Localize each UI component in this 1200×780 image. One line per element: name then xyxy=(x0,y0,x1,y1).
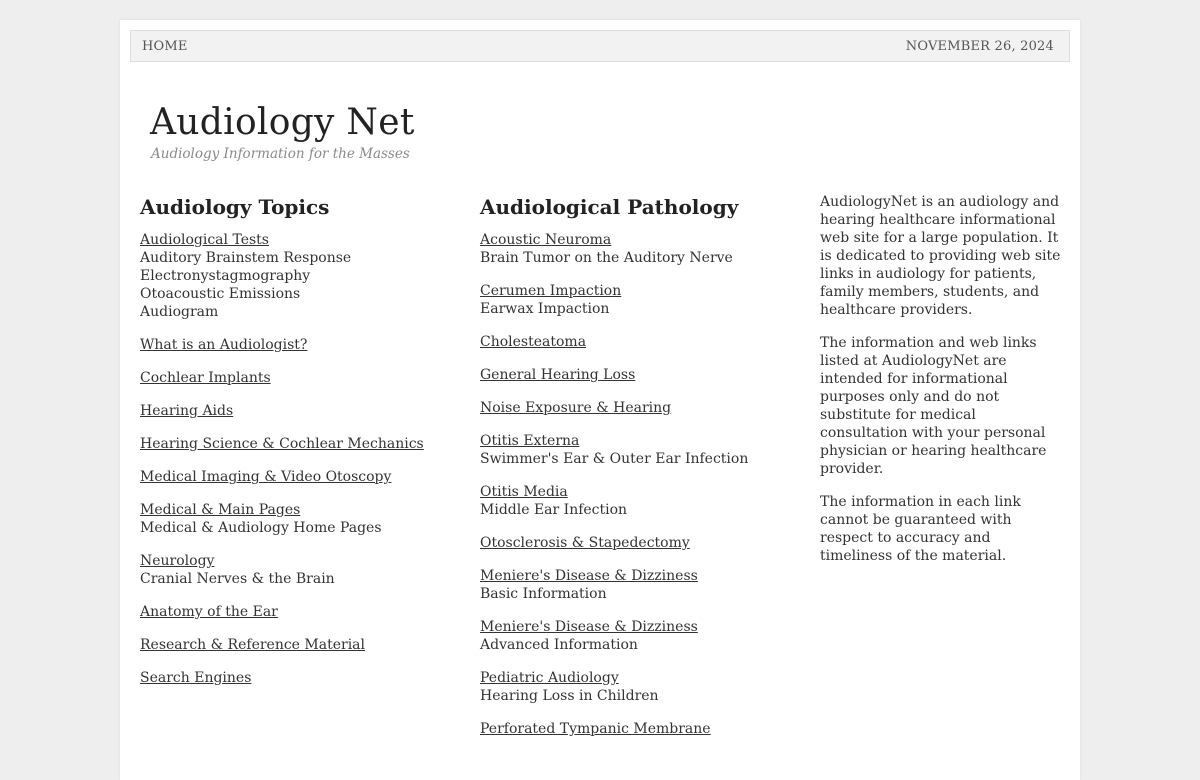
topic-link[interactable]: Meniere's Disease & Dizziness xyxy=(480,619,698,635)
topic-link[interactable]: Anatomy of the Ear xyxy=(140,604,278,620)
topic-subtitle: Auditory Brainstem Response xyxy=(140,250,352,266)
link-group xyxy=(480,720,800,738)
link-group xyxy=(480,282,800,318)
topic-link[interactable]: Cochlear Implants xyxy=(140,370,271,386)
link-group xyxy=(480,432,800,468)
about-column xyxy=(820,193,1065,580)
link-group xyxy=(140,669,460,687)
topic-link[interactable]: General Hearing Loss xyxy=(480,367,636,383)
accuracy-paragraph: The information in each link cannot be guaranteed with respect to accuracy and timeliness of the material. xyxy=(820,494,1021,564)
link-group xyxy=(140,636,460,654)
topic-link[interactable]: Hearing Aids xyxy=(140,403,234,419)
link-group xyxy=(480,231,800,267)
topic-subtitle: Swimmer's Ear & Outer Ear Infection xyxy=(480,451,749,467)
audiological-pathology-heading: Audiological Pathology xyxy=(480,195,739,219)
page-container xyxy=(120,20,1080,780)
link-group xyxy=(480,483,800,519)
topic-link[interactable]: Otitis Media xyxy=(480,484,568,500)
topic-link[interactable]: Search Engines xyxy=(140,670,252,686)
link-group xyxy=(480,333,800,351)
disclaimer-paragraph: The information and web links listed at AudiologyNet are intended for informational purposes only and do not substitute for medical consultation with your personal physician or hearing healthcare provider. xyxy=(820,335,1047,477)
topic-link[interactable]: Medical Imaging & Video Otoscopy xyxy=(140,469,392,485)
link-group xyxy=(140,369,460,387)
about-paragraph: AudiologyNet is an audiology and hearing healthcare informational web site for a large population. It is dedicated to providing web site links in audiology for patients, family members, students, and healthcare providers. xyxy=(820,194,1061,318)
audiology-topics-heading: Audiology Topics xyxy=(140,195,330,219)
link-group xyxy=(140,231,460,321)
topic-subtitle: Otoacoustic Emissions xyxy=(140,286,301,302)
topic-link[interactable]: Meniere's Disease & Dizziness xyxy=(480,568,698,584)
topic-link[interactable]: What is an Audiologist? xyxy=(140,337,308,353)
topic-link[interactable]: Noise Exposure & Hearing xyxy=(480,400,672,416)
topic-link[interactable]: Pediatric Audiology xyxy=(480,670,619,686)
link-group xyxy=(480,534,800,552)
site-tagline: Audiology Information for the Masses xyxy=(151,146,410,162)
link-group xyxy=(140,552,460,588)
link-group xyxy=(480,618,800,654)
topic-link[interactable]: Research & Reference Material xyxy=(140,637,366,653)
topic-link[interactable]: Otosclerosis & Stapedectomy xyxy=(480,535,690,551)
link-group xyxy=(140,402,460,420)
topic-subtitle: Cranial Nerves & the Brain xyxy=(140,571,335,587)
audiology-topics-column xyxy=(140,195,460,702)
topic-subtitle: Basic Information xyxy=(480,586,607,602)
link-group xyxy=(140,468,460,486)
top-navigation-bar xyxy=(130,30,1070,62)
topic-subtitle: Advanced Information xyxy=(480,637,638,653)
topic-link[interactable]: Audiological Tests xyxy=(140,232,269,248)
topic-link[interactable]: Medical & Main Pages xyxy=(140,502,301,518)
link-group xyxy=(480,669,800,705)
topic-subtitle: Electronystagmography xyxy=(140,268,311,284)
link-group xyxy=(140,435,460,453)
link-group xyxy=(480,399,800,417)
audiological-pathology-column xyxy=(480,195,800,753)
topic-link[interactable]: Acoustic Neuroma xyxy=(480,232,612,248)
topic-subtitle: Middle Ear Infection xyxy=(480,502,628,518)
topic-subtitle: Brain Tumor on the Auditory Nerve xyxy=(480,250,733,266)
link-group xyxy=(480,567,800,603)
topic-subtitle: Medical & Audiology Home Pages xyxy=(140,520,382,536)
topic-link[interactable]: Hearing Science & Cochlear Mechanics xyxy=(140,436,424,452)
audiology-topics-list xyxy=(140,231,460,687)
current-date: NOVEMBER 26, 2024 xyxy=(905,39,1054,54)
topic-subtitle: Hearing Loss in Children xyxy=(480,688,659,704)
link-group xyxy=(140,336,460,354)
topic-link[interactable]: Perforated Tympanic Membrane xyxy=(480,721,711,737)
site-title[interactable]: Audiology Net xyxy=(150,102,415,143)
topic-link[interactable]: Cerumen Impaction xyxy=(480,283,622,299)
audiological-pathology-list xyxy=(480,231,800,738)
link-group xyxy=(480,366,800,384)
topic-link[interactable]: Neurology xyxy=(140,553,215,569)
topic-link[interactable]: Cholesteatoma xyxy=(480,334,587,350)
link-group xyxy=(140,603,460,621)
link-group xyxy=(140,501,460,537)
topic-subtitle: Audiogram xyxy=(140,304,219,320)
topic-link[interactable]: Otitis Externa xyxy=(480,433,580,449)
topic-subtitle: Earwax Impaction xyxy=(480,301,610,317)
home-link[interactable]: HOME xyxy=(142,39,188,54)
